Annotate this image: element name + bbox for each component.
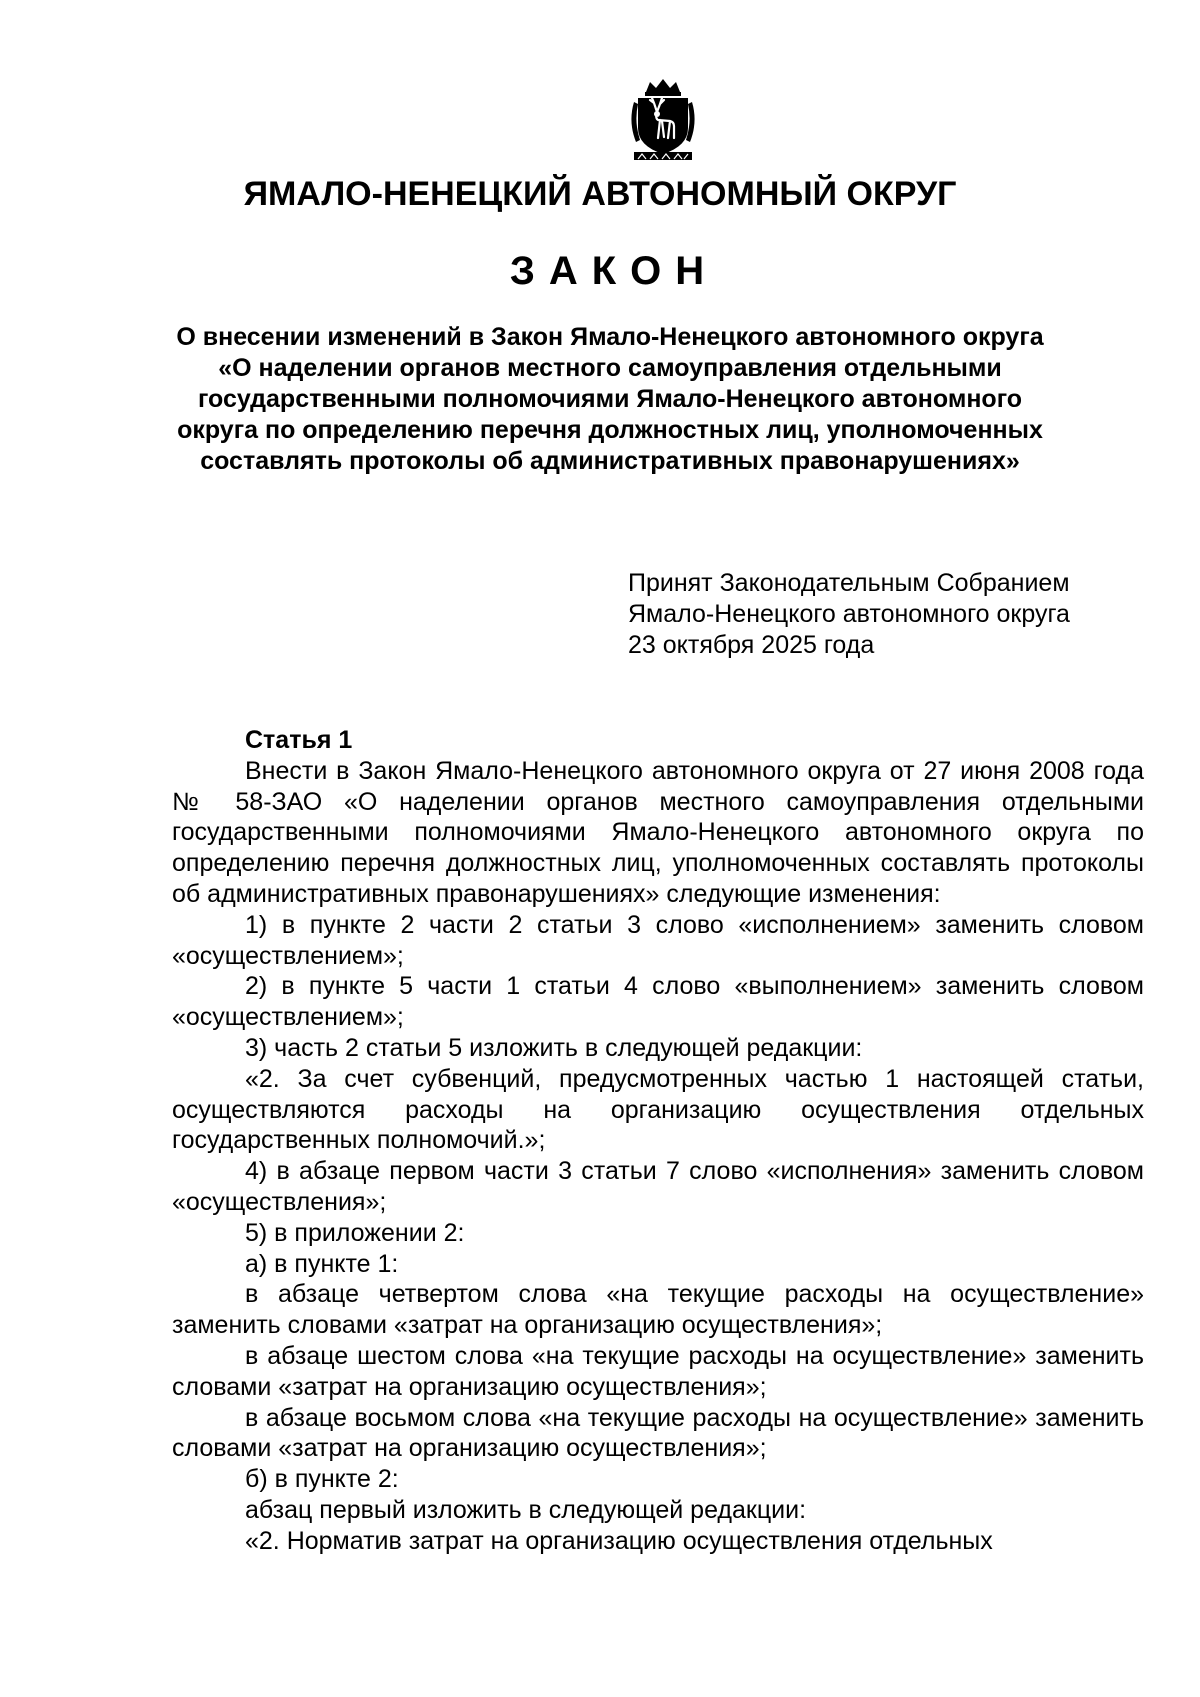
article-paragraph: абзац первый изложить в следующей редакции:	[245, 1495, 807, 1524]
adoption-line: Ямало-Ненецкого автономного округа	[628, 600, 1070, 628]
article-paragraph: а) в пункте 1:	[245, 1249, 399, 1278]
article-paragraph: «2. Норматив затрат на организацию осуществления отдельных	[245, 1526, 993, 1555]
adoption-line: Принят Законодательным Собранием	[628, 569, 1070, 597]
article-paragraph: 5) в приложении 2:	[245, 1218, 465, 1247]
yamal-nenets-coat-of-arms-icon	[624, 76, 702, 164]
article-heading: Статья 1	[245, 726, 353, 754]
article-1	[172, 725, 1144, 1557]
article-paragraph: в абзаце восьмом слова «на текущие расходы на осуществление» заменить словами «затрат на организацию осуществления»;	[172, 1403, 1144, 1463]
adoption-date: 23 октября 2025 года	[628, 631, 875, 659]
article-paragraph: 4) в абзаце первом части 3 статьи 7 слово «исполнения» заменить словом «осуществления»;	[172, 1157, 1144, 1216]
adoption-info	[628, 568, 1070, 661]
article-paragraph: 1) в пункте 2 части 2 статьи 3 слово «исполнением» заменить словом «осуществлением»;	[172, 910, 1144, 970]
article-paragraph: в абзаце четвертом слова «на текущие расходы на осуществление» заменить словами «затрат на организацию осуществления»;	[172, 1280, 1144, 1340]
article-paragraph: б) в пункте 2:	[245, 1465, 399, 1494]
region-name: ЯМАЛО-НЕНЕЦКИЙ АВТОНОМНЫЙ ОКРУГ	[243, 175, 957, 213]
article-paragraph: в абзаце шестом слова «на текущие расходы на осуществление» заменить словами «затрат на организацию осуществления»;	[172, 1341, 1144, 1401]
law-title: О внесении изменений в Закон Ямало-Ненецкого автономного округа «О наделении органов местного самоуправления отдельными государственными полномочиями Ямало-Ненецкого автономного округа по определению перечня должностных лиц, уполномоченных составлять протоколы об административных правонарушениях»	[176, 323, 1044, 475]
article-paragraph: 3) часть 2 статьи 5 изложить в следующей редакции:	[245, 1033, 863, 1062]
article-paragraph: Внести в Закон Ямало-Ненецкого автономного округа от 27 июня 2008 года № 58-ЗАО «О наделении органов местного самоуправления отдельными государственными полномочиями Ямало-Ненецкого автономного округа по определению перечня должностных лиц, уполномоченных составлять протоколы об административных правонарушениях» следующие изменения:	[172, 756, 1144, 908]
article-paragraph: «2. За счет субвенций, предусмотренных частью 1 настоящей статьи, осуществляются расходы на организацию осуществления отдельных государственных полномочий.»;	[172, 1064, 1144, 1155]
article-paragraph: 2) в пункте 5 части 1 статьи 4 слово «выполнением» заменить словом «осуществлением»;	[172, 972, 1144, 1032]
document-type: ЗАКОН	[509, 249, 719, 293]
